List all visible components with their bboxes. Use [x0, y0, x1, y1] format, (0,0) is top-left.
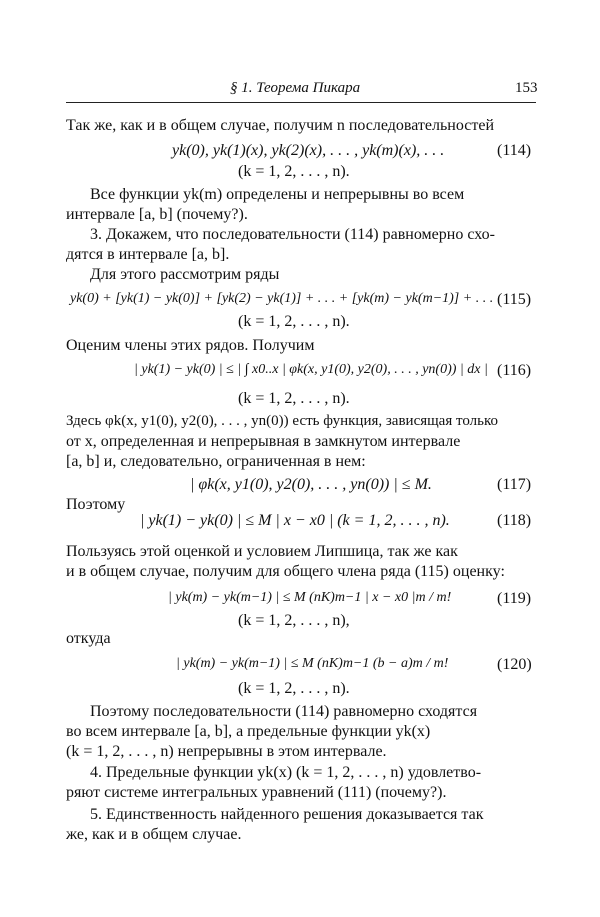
equation-number-116: (116)	[497, 362, 532, 379]
text-line-p9: откуда	[66, 630, 111, 647]
equation-115-index-range: (k = 1, 2, . . . , n).	[238, 313, 350, 330]
equation-115: yk(0) + [yk(1) − yk(0)] + [yk(2) − yk(1)] + . . . + [yk(m) − yk(m−1)] + . . .	[70, 291, 494, 306]
equation-120-index-range: (k = 1, 2, . . . , n).	[238, 680, 350, 697]
text-line-p11a: 4. Предельные функции yk(x) (k = 1, 2, . . . , n) удовлетво-	[90, 764, 482, 781]
text-line-p10c: (k = 1, 2, . . . , n) непрерывны в этом интервале.	[66, 743, 387, 760]
text-line-p7: Поэтому	[66, 496, 126, 513]
equation-118: | yk(1) − yk(0) | ≤ M | x − x0 | (k = 1, 2, . . . , n).	[140, 512, 450, 529]
equation-114: yk(0), yk(1)(x), yk(2)(x), . . . , yk(m)(x), . . .	[172, 142, 445, 159]
equation-119-index-range: (k = 1, 2, . . . , n),	[238, 612, 350, 629]
equation-116: | yk(1) − yk(0) | ≤ | ∫ x0..x | φk(x, y1(0), y2(0), . . . , yn(0)) | dx |	[134, 362, 488, 377]
equation-number-114: (114)	[497, 142, 532, 159]
text-line-p2a: Все функции yk(m) определены и непрерывны во всем	[90, 186, 465, 203]
text-line-p12a: 5. Единственность найденного решения доказывается так	[90, 806, 484, 823]
equation-117: | φk(x, y1(0), y2(0), . . . , yn(0)) | ≤ M.	[190, 476, 432, 493]
equation-number-117: (117)	[497, 476, 532, 493]
equation-number-119: (119)	[497, 590, 532, 607]
text-line-p3b: дятся в интервале [a, b].	[66, 246, 230, 263]
text-line-p10a: Поэтому последовательности (114) равномерно сходятся	[90, 703, 478, 720]
text-line-p3a: 3. Докажем, что последовательности (114) равномерно схо-	[90, 226, 495, 243]
text-line-p2b: интервале [a, b] (почему?).	[66, 206, 248, 223]
equation-119: | yk(m) − yk(m−1) | ≤ M (nK)m−1 | x − x0 |m / m!	[168, 590, 452, 605]
text-line-p6c: [a, b] и, следовательно, ограниченная в нем:	[66, 453, 366, 470]
text-line-p8a: Пользуясь этой оценкой и условием Липшица, так же как	[66, 543, 458, 560]
equation-number-115: (115)	[497, 291, 532, 308]
equation-number-118: (118)	[497, 512, 532, 529]
equation-114-index-range: (k = 1, 2, . . . , n).	[238, 163, 350, 180]
header-rule	[66, 102, 536, 103]
running-header-title: § 1. Теорема Пикара	[230, 80, 361, 96]
text-line-p12b: же, как и в общем случае.	[66, 826, 242, 843]
equation-120: | yk(m) − yk(m−1) | ≤ M (nK)m−1 (b − a)m / m!	[176, 656, 449, 671]
equation-116-index-range: (k = 1, 2, . . . , n).	[238, 390, 350, 407]
text-line-p11b: ряют системе интегральных уравнений (111) (почему?).	[66, 784, 447, 801]
text-line-p1: Так же, как и в общем случае, получим n последовательностей	[66, 117, 495, 134]
text-line-p4: Для этого рассмотрим ряды	[90, 266, 280, 283]
text-line-p5: Оценим члены этих рядов. Получим	[66, 337, 315, 354]
equation-number-120: (120)	[497, 656, 532, 673]
page-number: 153	[515, 80, 538, 96]
text-line-p6b: от x, определенная и непрерывная в замкнутом интервале	[66, 433, 461, 450]
text-line-p8b: и в общем случае, получим для общего члена ряда (115) оценку:	[66, 563, 505, 580]
text-line-p6a: Здесь φk(x, y1(0), y2(0), . . . , yn(0)) есть функция, зависящая только	[66, 413, 498, 429]
text-line-p10b: во всем интервале [a, b], а предельные функции yk(x)	[66, 723, 431, 740]
